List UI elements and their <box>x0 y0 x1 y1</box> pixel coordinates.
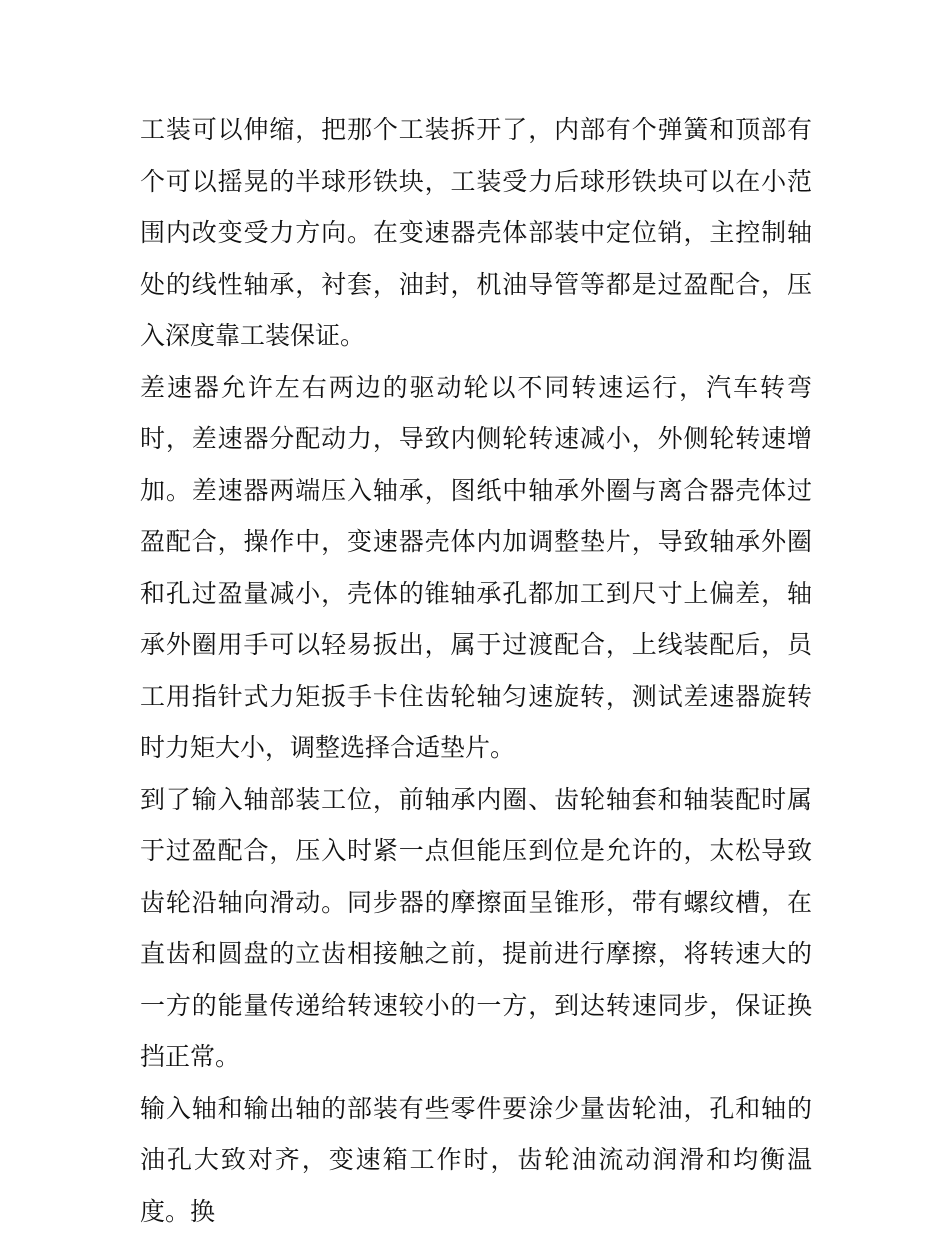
paragraph-4: 输入轴和输出轴的部装有些零件要涂少量齿轮油，孔和轴的油孔大致对齐，变速箱工作时，齿轮油流动润滑和均衡温度。换 <box>140 1083 812 1237</box>
paragraph-2: 差速器允许左右两边的驱动轮以不同转速运行，汽车转弯时，差速器分配动力，导致内侧轮转速减小，外侧轮转速增加。差速器两端压入轴承，图纸中轴承外圈与离合器壳体过盈配合，操作中，变速器壳体内加调整垫片，导致轴承外圈和孔过盈量减小，壳体的锥轴承孔都加工到尺寸上偏差，轴承外圈用手可以轻易扳出，属于过渡配合，上线装配后，员工用指针式力矩扳手卡住齿轮轴匀速旋转，测试差速器旋转时力矩大小，调整选择合适垫片。 <box>140 362 812 774</box>
paragraph-1: 工装可以伸缩，把那个工装拆开了，内部有个弹簧和顶部有个可以摇晃的半球形铁块，工装受力后球形铁块可以在小范围内改变受力方向。在变速器壳体部装中定位销，主控制轴处的线性轴承，衬套，油封，机油导管等都是过盈配合，压入深度靠工装保证。 <box>140 104 812 362</box>
document-body <box>140 104 812 1237</box>
paragraph-3: 到了输入轴部装工位，前轴承内圈、齿轮轴套和轴装配时属于过盈配合，压入时紧一点但能压到位是允许的，太松导致齿轮沿轴向滑动。同步器的摩擦面呈锥形，带有螺纹槽，在直齿和圆盘的立齿相接触之前，提前进行摩擦，将转速大的一方的能量传递给转速较小的一方，到达转速同步，保证换挡正常。 <box>140 774 812 1083</box>
